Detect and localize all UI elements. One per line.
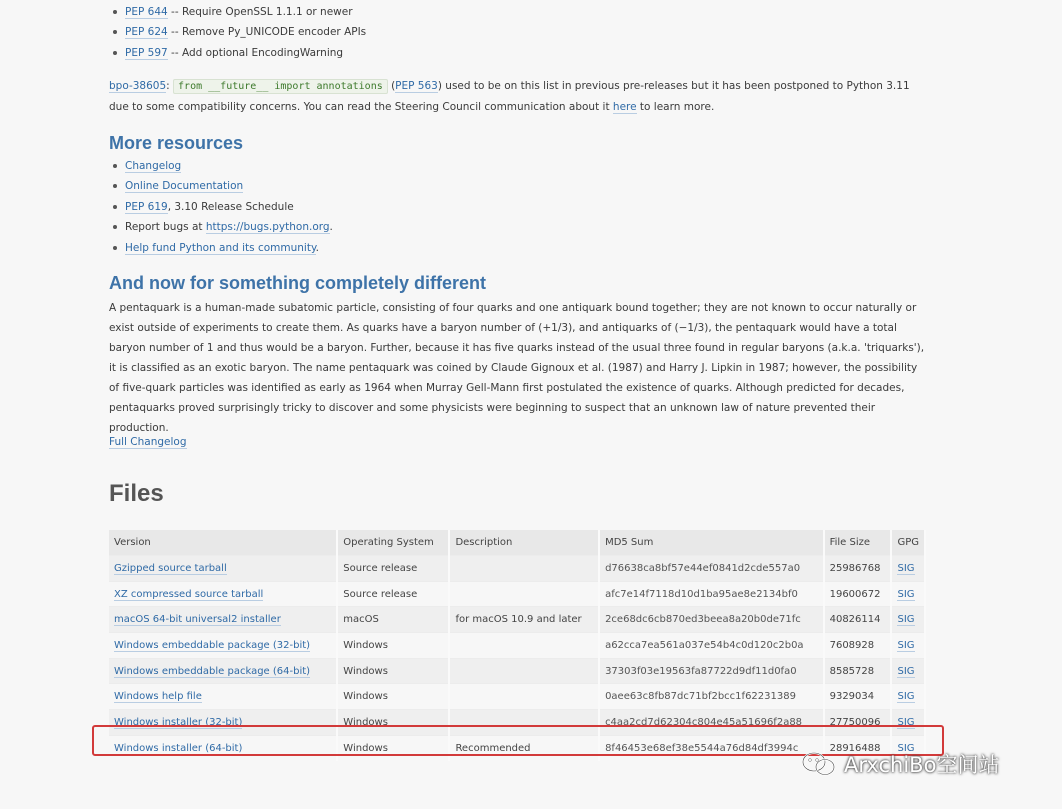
pep-619-link[interactable]: PEP 619 xyxy=(125,200,168,213)
size-cell: 7608928 xyxy=(824,633,892,659)
table-row xyxy=(109,684,925,710)
bpo-link[interactable]: bpo-38605 xyxy=(109,80,167,92)
sig-link[interactable]: SIG xyxy=(897,691,915,703)
size-cell: 27750096 xyxy=(824,710,892,736)
text: ( xyxy=(387,80,396,92)
bugs-python-link[interactable]: https://bugs.python.org xyxy=(205,221,330,234)
description-cell xyxy=(449,684,599,710)
os-cell: Windows xyxy=(337,633,449,659)
download-link[interactable]: Windows help file xyxy=(114,691,202,703)
online-documentation-link[interactable]: Online Documentation xyxy=(125,180,244,193)
more-resources-heading: More resources xyxy=(109,133,244,153)
md5-cell: 37303f03e19563fa87722d9df11d0fa0 xyxy=(599,658,824,684)
md5-cell: afc7e14f7118d10d1ba95ae8e2134bf0 xyxy=(599,581,824,607)
list-item xyxy=(109,22,366,42)
watermark xyxy=(800,747,999,781)
table-header-row xyxy=(109,530,925,556)
md5-cell: a62cca7ea561a037e54b4c0d120c2b0a xyxy=(599,633,824,659)
size-cell: 25986768 xyxy=(824,556,892,582)
list-item xyxy=(109,176,333,196)
description-cell xyxy=(449,658,599,684)
sig-link[interactable]: SIG xyxy=(897,562,915,574)
version-cell xyxy=(109,556,337,582)
table-row xyxy=(109,607,925,633)
pep-624-link[interactable]: PEP 624 xyxy=(125,26,168,39)
gpg-cell xyxy=(891,607,925,633)
files-heading: Files xyxy=(109,480,164,507)
watermark-text: ArxchiBo空间站 xyxy=(844,753,1000,777)
version-cell xyxy=(109,581,337,607)
text: . xyxy=(315,241,320,254)
version-cell xyxy=(109,633,337,659)
sig-link[interactable]: SIG xyxy=(897,614,915,626)
size-cell: 40826114 xyxy=(824,607,892,633)
md5-cell: c4aa2cd7d62304c804e45a51696f2a88 xyxy=(599,710,824,736)
different-heading: And now for something completely different xyxy=(109,273,487,293)
text: , 3.10 Release Schedule xyxy=(167,200,294,213)
os-cell: macOS xyxy=(337,607,449,633)
list-item xyxy=(109,238,333,258)
md5-cell: 0aee63c8fb87dc71bf2bcc1f62231389 xyxy=(599,684,824,710)
here-link[interactable]: here xyxy=(612,101,637,113)
code-snippet: from __future__ import annotations xyxy=(173,79,388,94)
full-changelog-paragraph xyxy=(109,432,187,452)
os-cell: Windows xyxy=(337,684,449,710)
md5-cell: 8f46453e68ef38e5544a76d84df3994c xyxy=(599,735,824,760)
download-link[interactable]: Windows installer (64-bit) xyxy=(114,742,243,754)
size-cell: 19600672 xyxy=(824,581,892,607)
gpg-cell xyxy=(891,684,925,710)
description-cell: for macOS 10.9 and later xyxy=(449,607,599,633)
list-item-text: -- Require OpenSSL 1.1.1 or newer xyxy=(167,6,353,18)
column-header-md5: MD5 Sum xyxy=(599,530,824,556)
description-cell xyxy=(449,581,599,607)
text: . xyxy=(329,221,333,234)
size-cell: 8585728 xyxy=(824,658,892,684)
description-cell: Recommended xyxy=(449,735,599,760)
size-cell: 28916488 xyxy=(824,735,892,760)
description-cell xyxy=(449,633,599,659)
md5-cell: 2ce68dc6cb870ed3beea8a20b0de71fc xyxy=(599,607,824,633)
gpg-cell xyxy=(891,581,925,607)
table-row xyxy=(109,556,925,582)
pep-644-link[interactable]: PEP 644 xyxy=(125,6,168,18)
version-cell xyxy=(109,684,337,710)
column-header-version: Version xyxy=(109,530,337,556)
download-link[interactable]: Windows installer (32-bit) xyxy=(114,716,243,728)
help-fund-link[interactable]: Help fund Python and its community xyxy=(125,241,316,254)
text: Report bugs at xyxy=(125,221,206,234)
sig-link[interactable]: SIG xyxy=(897,716,915,728)
md5-cell: d76638ca8bf57e44ef0841d2cde557a0 xyxy=(599,556,824,582)
pep-597-link[interactable]: PEP 597 xyxy=(125,46,168,59)
column-header-file-size: File Size xyxy=(824,530,892,556)
column-header-gpg: GPG xyxy=(891,530,925,556)
column-header-description: Description xyxy=(449,530,599,556)
pep-list xyxy=(109,2,366,63)
size-cell: 9329034 xyxy=(824,684,892,710)
version-cell xyxy=(109,658,337,684)
os-cell: Source release xyxy=(337,556,449,582)
os-cell: Source release xyxy=(337,581,449,607)
list-item-text: -- Add optional EncodingWarning xyxy=(167,46,344,59)
full-changelog-link[interactable]: Full Changelog xyxy=(109,436,187,448)
table-row xyxy=(109,658,925,684)
description-cell xyxy=(449,556,599,582)
sig-link[interactable]: SIG xyxy=(897,588,915,600)
column-header-os: Operating System xyxy=(337,530,449,556)
list-item xyxy=(109,43,366,63)
table-row xyxy=(109,633,925,659)
os-cell: Windows xyxy=(337,658,449,684)
bpo-paragraph xyxy=(109,76,924,117)
version-cell xyxy=(109,607,337,633)
download-link[interactable]: Gzipped source tarball xyxy=(114,562,227,574)
text: ) used to be on this list in previous pre-releases but it has been postponed to Python 3.11 due to some compatibility concerns. You can read the Steering Council communication about it xyxy=(109,80,910,113)
pentaquark-paragraph: A pentaquark is a human-made subatomic particle, consisting of four quarks and one antiquark bound together; they are not known to occur naturally or exist outside of experiments to create them. As quarks have a baryon number of (+1/3), and antiquarks of (−1/3), the pentaquark would have a total baryon number of 1 and thus would be a baryon. Further, because it has five quarks instead of the usual three found in regular baryons (a.k.a. 'triquarks'), it is classified as an exotic baryon. The name pentaquark was coined by Claude Gignoux et al. (1987) and Harry J. Lipkin in 1987; however, the possibility of five-quark particles was identified as early as 1964 when Murray Gell-Mann first postulated the existence of quarks. Although predicted for decades, pentaquarks proved surprisingly tricky to discover and some physicists were beginning to suspect that an unknown law of nature prevented their production. xyxy=(109,302,925,434)
list-item xyxy=(109,2,366,22)
download-link[interactable]: Windows embeddable package (32-bit) xyxy=(114,639,311,651)
list-item-text: -- Remove Py_UNICODE encoder APIs xyxy=(167,26,367,39)
download-link[interactable]: XZ compressed source tarball xyxy=(114,588,264,600)
download-link[interactable]: Windows embeddable package (64-bit) xyxy=(114,665,311,677)
gpg-cell xyxy=(891,556,925,582)
table-row xyxy=(109,581,925,607)
text: to learn more. xyxy=(636,101,715,113)
gpg-cell xyxy=(891,658,925,684)
resources-list xyxy=(109,156,333,258)
list-item xyxy=(109,156,333,176)
os-cell: Windows xyxy=(337,735,449,760)
gpg-cell xyxy=(891,633,925,659)
text: : xyxy=(166,80,174,92)
os-cell: Windows xyxy=(337,710,449,736)
sig-link[interactable]: SIG xyxy=(897,742,915,754)
list-item xyxy=(109,217,333,237)
pep-563-link[interactable]: PEP 563 xyxy=(395,80,438,92)
sig-link[interactable]: SIG xyxy=(897,639,915,651)
download-link[interactable]: macOS 64-bit universal2 installer xyxy=(114,614,281,626)
changelog-link[interactable]: Changelog xyxy=(125,160,182,172)
list-item xyxy=(109,197,333,217)
sig-link[interactable]: SIG xyxy=(897,665,915,677)
wechat-icon xyxy=(800,750,838,778)
